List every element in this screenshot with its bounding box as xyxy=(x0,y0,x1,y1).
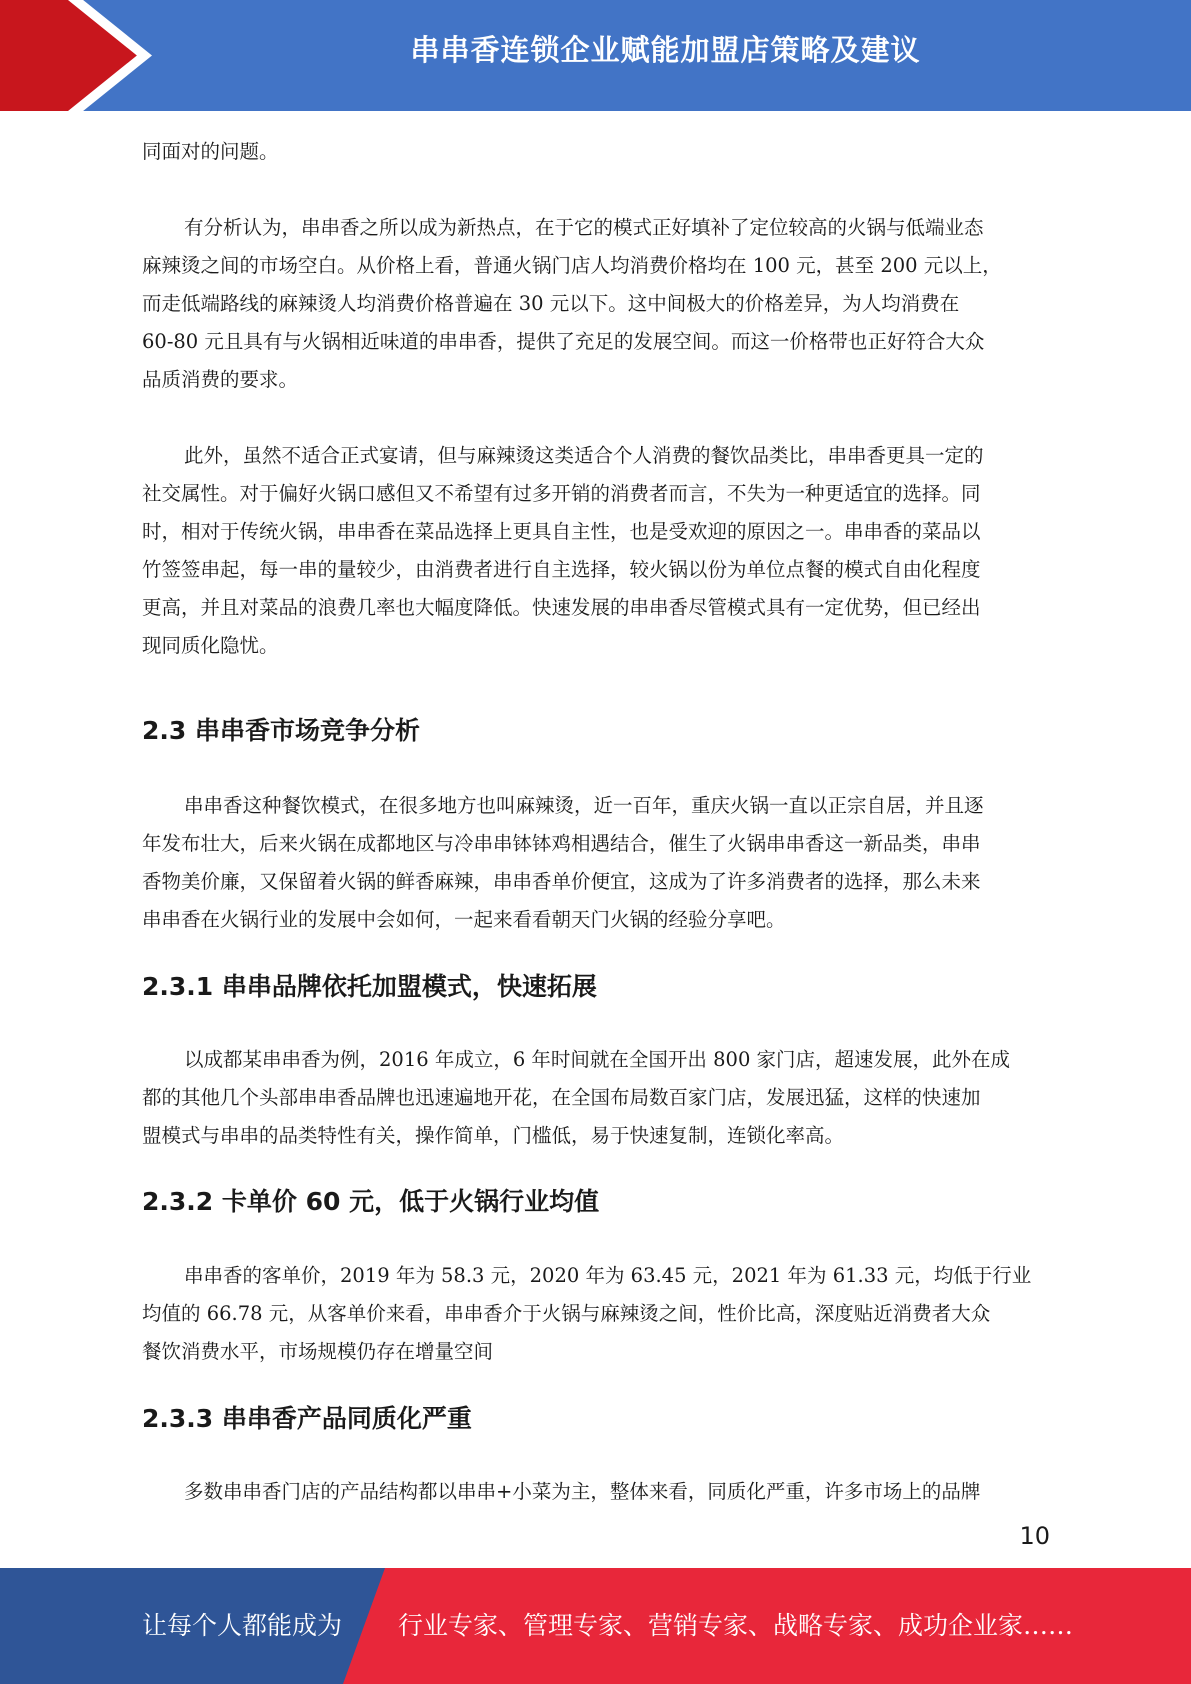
page-footer xyxy=(0,1568,1191,1684)
paragraph-line: 年发布壮大，后来火锅在成都地区与冷串串钵钵鸡相遇结合，催生了火锅串串香这一新品类，串串 xyxy=(142,832,981,855)
page-number: 10 xyxy=(1019,1522,1050,1550)
paragraph-line: 品质消费的要求。 xyxy=(142,368,299,391)
section-heading-2-3-2: 2.3.2 卡单价 60 元，低于火锅行业均值 xyxy=(142,1187,600,1216)
paragraph-line: 社交属性。对于偏好火锅口感但又不希望有过多开销的消费者而言，不失为一种更适宜的选择。同 xyxy=(142,482,981,505)
paragraph-line: 以成都某串串香为例，2016 年成立，6 年时间就在全国开出 800 家门店，超速发展，此外在成 xyxy=(184,1048,1011,1071)
section-heading-2-3-3: 2.3.3 串串香产品同质化严重 xyxy=(142,1404,472,1433)
page-header xyxy=(0,0,1191,111)
paragraph-line: 盟模式与串串的品类特性有关，操作简单，门槛低，易于快速复制，连锁化率高。 xyxy=(142,1124,845,1147)
paragraph-line: 现同质化隐忧。 xyxy=(142,634,279,657)
section-heading-2-3: 2.3 串串香市场竞争分析 xyxy=(142,716,420,745)
paragraph-line: 麻辣烫之间的市场空白。从价格上看，普通火锅门店人均消费价格均在 100 元，甚至 200 元以上， xyxy=(142,254,1002,277)
paragraph-line: 时，相对于传统火锅，串串香在菜品选择上更具自主性，也是受欢迎的原因之一。串串香的菜品以 xyxy=(142,520,981,543)
section-heading-2-3-1: 2.3.1 串串品牌依托加盟模式，快速拓展 xyxy=(142,972,597,1001)
paragraph-line: 均值的 66.78 元，从客单价来看，串串香介于火锅与麻辣烫之间，性价比高，深度贴近消费者大众 xyxy=(142,1302,991,1325)
footer-slogan-left: 让每个人都能成为 xyxy=(142,1611,343,1640)
paragraph-line: 多数串串香门店的产品结构都以串串+小菜为主，整体来看，同质化严重，许多市场上的品牌 xyxy=(184,1480,981,1503)
paragraph-line: 60-80 元且具有与火锅相近味道的串串香，提供了充足的发展空间。而这一价格带也正好符合大众 xyxy=(142,330,985,353)
paragraph-line: 串串香这种餐饮模式，在很多地方也叫麻辣烫，近一百年，重庆火锅一直以正宗自居，并且逐 xyxy=(184,794,984,817)
paragraph-line: 而走低端路线的麻辣烫人均消费价格普遍在 30 元以下。这中间极大的价格差异，为人均消费在 xyxy=(142,292,960,315)
paragraph-line: 同面对的问题。 xyxy=(142,140,279,163)
paragraph-line: 都的其他几个头部串串香品牌也迅速遍地开花，在全国布局数百家门店，发展迅猛，这样的快速加 xyxy=(142,1086,981,1109)
paragraph-line: 串串香的客单价，2019 年为 58.3 元，2020 年为 63.45 元，2021 年为 61.33 元，均低于行业 xyxy=(184,1264,1032,1287)
paragraph-line: 香物美价廉，又保留着火锅的鲜香麻辣，串串香单价便宜，这成为了许多消费者的选择，那么未来 xyxy=(142,870,981,893)
paragraph-line: 此外，虽然不适合正式宴请，但与麻辣烫这类适合个人消费的餐饮品类比，串串香更具一定的 xyxy=(184,444,984,467)
paragraph-line: 更高，并且对菜品的浪费几率也大幅度降低。快速发展的串串香尽管模式具有一定优势，但已经出 xyxy=(142,596,981,619)
paragraph-line: 竹签签串起，每一串的量较少，由消费者进行自主选择，较火锅以份为单位点餐的模式自由化程度 xyxy=(142,558,981,581)
paragraph-line: 有分析认为，串串香之所以成为新热点，在于它的模式正好填补了定位较高的火锅与低端业态 xyxy=(184,216,984,239)
footer-slogan-right: 行业专家、管理专家、营销专家、战略专家、成功企业家…… xyxy=(398,1611,1074,1640)
header-red-arrow xyxy=(0,0,150,111)
paragraph-line: 串串香在火锅行业的发展中会如何，一起来看看朝天门火锅的经验分享吧。 xyxy=(142,908,786,931)
header-title: 串串香连锁企业赋能加盟店策略及建议 xyxy=(410,33,921,67)
paragraph-line: 餐饮消费水平，市场规模仍存在增量空间 xyxy=(142,1340,494,1363)
